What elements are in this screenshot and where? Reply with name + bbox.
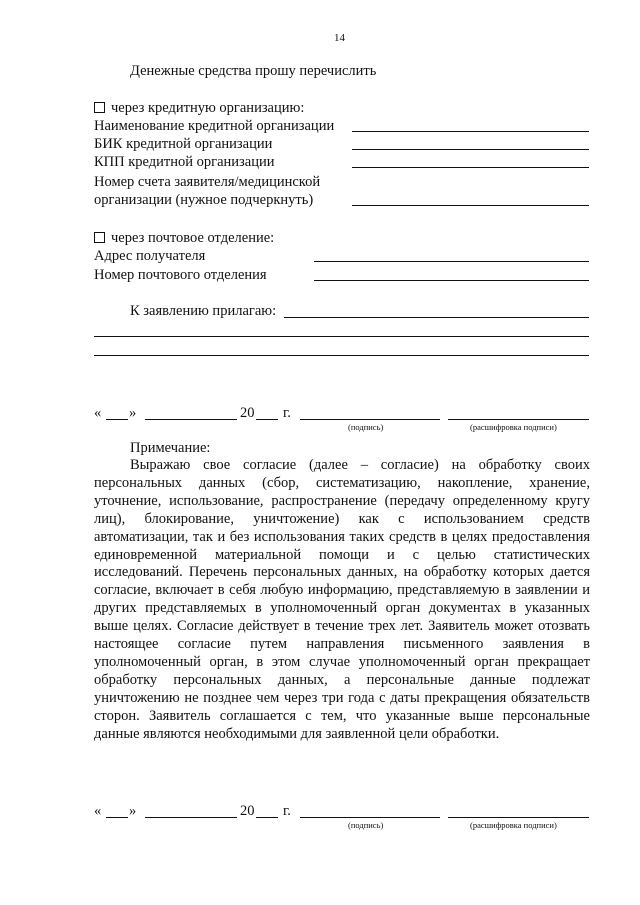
bank-name-label: Наименование кредитной организации bbox=[94, 118, 335, 134]
attachments-field-2[interactable] bbox=[94, 336, 589, 337]
bik-field[interactable] bbox=[352, 149, 589, 150]
signature2-decoding-field[interactable] bbox=[448, 817, 589, 818]
signature-decoding-field[interactable] bbox=[448, 419, 589, 420]
kpp-field[interactable] bbox=[352, 167, 589, 168]
signature-caption: (подпись) bbox=[348, 422, 384, 432]
recipient-address-label: Адрес получателя bbox=[94, 248, 206, 264]
signature2-caption: (подпись) bbox=[348, 820, 384, 830]
decoding-caption: (расшифровка подписи) bbox=[470, 422, 557, 432]
kpp-label: КПП кредитной организации bbox=[94, 154, 275, 170]
date2-year-field[interactable] bbox=[256, 817, 278, 818]
bank-option[interactable] bbox=[94, 99, 304, 117]
bank-checkbox[interactable] bbox=[94, 102, 105, 113]
date-year-prefix: 20 bbox=[240, 405, 255, 421]
date2-year-prefix: 20 bbox=[240, 803, 255, 819]
bank-option-label: через кредитную организацию: bbox=[111, 100, 305, 116]
transfer-heading: Денежные средства прошу перечислить bbox=[130, 63, 377, 79]
date2-month-field[interactable] bbox=[145, 817, 237, 818]
attachments-field-3[interactable] bbox=[94, 355, 589, 356]
date-quote-open: « bbox=[94, 405, 102, 421]
recipient-address-field[interactable] bbox=[314, 261, 589, 262]
post-option[interactable] bbox=[94, 229, 274, 247]
post-office-field[interactable] bbox=[314, 280, 589, 281]
date-year-field[interactable] bbox=[256, 419, 278, 420]
account-field[interactable] bbox=[352, 205, 589, 206]
decoding2-caption: (расшифровка подписи) bbox=[470, 820, 557, 830]
note-title: Примечание: bbox=[130, 440, 211, 456]
date2-year-suffix: г. bbox=[283, 803, 291, 819]
date2-quote-close: » bbox=[129, 803, 137, 819]
page-number: 14 bbox=[334, 32, 345, 44]
date-day-field[interactable] bbox=[106, 419, 128, 420]
signature-field[interactable] bbox=[300, 419, 440, 420]
date-year-suffix: г. bbox=[283, 405, 291, 421]
date-month-field[interactable] bbox=[145, 419, 237, 420]
account-label-line2: организации (нужное подчеркнуть) bbox=[94, 192, 314, 208]
consent-text: Выражаю свое согласие (далее – согласие) на обработку своих персональных данных (сбор, систематизацию, накопление, хранение, уточнение, использование, распространение (передачу определенному кругу лиц), блокирование, уничтожение) как с использованием средств автоматизации, так и без использования таких средств в целях предоставления единовременной материальной помощи и с целью статистических исследований. Перечень персональных данных, на обработку которых дается согласие, включает в себя любую информацию, представляемую в заявлении и других представляемых в уполномоченный орган документах в указанных выше целях. Согласие действует в течение трех лет. Заявитель может отозвать настоящее согласие путем направления письменного заявления в уполномоченный орган, в этом случае уполномоченный орган прекращает обработку персональных данных, а персональные данные подлежат уничтожению не позднее чем через три года с даты прекращения обязательств сторон. Заявитель соглашается с тем, что указанные выше персональные данные являются необходимыми для заявленной цели обработки. bbox=[94, 457, 590, 742]
post-office-label: Номер почтового отделения bbox=[94, 267, 267, 283]
attachments-label: К заявлению прилагаю: bbox=[130, 303, 277, 319]
post-option-label: через почтовое отделение: bbox=[111, 230, 275, 246]
post-checkbox[interactable] bbox=[94, 232, 105, 243]
account-label-line1: Номер счета заявителя/медицинской bbox=[94, 174, 321, 190]
attachments-field-1[interactable] bbox=[284, 317, 589, 318]
signature2-field[interactable] bbox=[300, 817, 440, 818]
date2-day-field[interactable] bbox=[106, 817, 128, 818]
bank-name-field[interactable] bbox=[352, 131, 589, 132]
date2-quote-open: « bbox=[94, 803, 102, 819]
bik-label: БИК кредитной организации bbox=[94, 136, 273, 152]
consent-text-block bbox=[94, 457, 590, 744]
date-quote-close: » bbox=[129, 405, 137, 421]
